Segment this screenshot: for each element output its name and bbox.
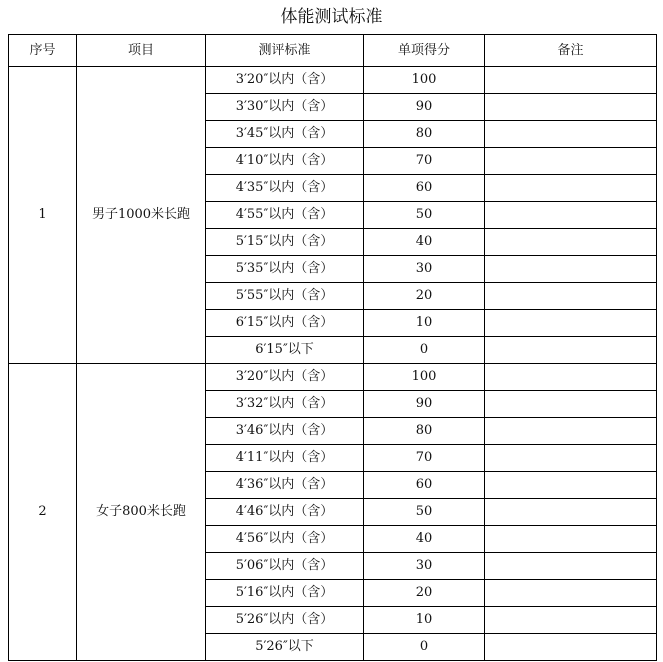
note-cell xyxy=(485,472,657,499)
standard-cell: 3′30″以内（含） xyxy=(206,94,364,121)
group-index-cell: 2 xyxy=(9,364,77,661)
standard-cell: 3′20″以内（含） xyxy=(206,364,364,391)
group-index-cell: 1 xyxy=(9,67,77,364)
note-cell xyxy=(485,283,657,310)
score-cell: 100 xyxy=(364,67,485,94)
score-cell: 10 xyxy=(364,310,485,337)
note-cell xyxy=(485,526,657,553)
note-cell xyxy=(485,391,657,418)
header-score: 单项得分 xyxy=(364,35,485,67)
score-cell: 90 xyxy=(364,94,485,121)
note-cell xyxy=(485,607,657,634)
standard-cell: 3′46″以内（含） xyxy=(206,418,364,445)
score-cell: 0 xyxy=(364,337,485,364)
standard-cell: 5′06″以内（含） xyxy=(206,553,364,580)
note-cell xyxy=(485,580,657,607)
header-note: 备注 xyxy=(485,35,657,67)
standard-cell: 5′15″以内（含） xyxy=(206,229,364,256)
standard-cell: 5′35″以内（含） xyxy=(206,256,364,283)
score-cell: 70 xyxy=(364,148,485,175)
note-cell xyxy=(485,418,657,445)
note-cell xyxy=(485,364,657,391)
score-cell: 60 xyxy=(364,175,485,202)
note-cell xyxy=(485,445,657,472)
score-cell: 50 xyxy=(364,499,485,526)
note-cell xyxy=(485,256,657,283)
score-cell: 40 xyxy=(364,229,485,256)
score-cell: 90 xyxy=(364,391,485,418)
standard-cell: 4′46″以内（含） xyxy=(206,499,364,526)
score-cell: 0 xyxy=(364,634,485,661)
header-index: 序号 xyxy=(9,35,77,67)
standard-cell: 6′15″以下 xyxy=(206,337,364,364)
standard-cell: 4′36″以内（含） xyxy=(206,472,364,499)
table-row xyxy=(9,364,657,391)
note-cell xyxy=(485,553,657,580)
score-cell: 80 xyxy=(364,418,485,445)
score-cell: 100 xyxy=(364,364,485,391)
score-cell: 50 xyxy=(364,202,485,229)
standard-cell: 4′10″以内（含） xyxy=(206,148,364,175)
note-cell xyxy=(485,229,657,256)
header-standard: 测评标准 xyxy=(206,35,364,67)
standard-cell: 6′15″以内（含） xyxy=(206,310,364,337)
standard-cell: 4′35″以内（含） xyxy=(206,175,364,202)
score-cell: 30 xyxy=(364,256,485,283)
standard-cell: 4′56″以内（含） xyxy=(206,526,364,553)
score-cell: 20 xyxy=(364,580,485,607)
note-cell xyxy=(485,67,657,94)
score-cell: 80 xyxy=(364,121,485,148)
score-cell: 30 xyxy=(364,553,485,580)
standard-cell: 4′55″以内（含） xyxy=(206,202,364,229)
note-cell xyxy=(485,148,657,175)
score-cell: 40 xyxy=(364,526,485,553)
note-cell xyxy=(485,499,657,526)
note-cell xyxy=(485,202,657,229)
group-item-cell: 女子800米长跑 xyxy=(77,364,206,661)
note-cell xyxy=(485,121,657,148)
score-cell: 10 xyxy=(364,607,485,634)
score-cell: 60 xyxy=(364,472,485,499)
standard-cell: 3′20″以内（含） xyxy=(206,67,364,94)
standard-cell: 3′32″以内（含） xyxy=(206,391,364,418)
note-cell xyxy=(485,337,657,364)
table-header-row xyxy=(9,35,657,67)
header-item: 项目 xyxy=(77,35,206,67)
group-item-cell: 男子1000米长跑 xyxy=(77,67,206,364)
note-cell xyxy=(485,634,657,661)
standard-cell: 5′26″以内（含） xyxy=(206,607,364,634)
table-body xyxy=(9,67,657,661)
standard-cell: 5′55″以内（含） xyxy=(206,283,364,310)
table-row xyxy=(9,67,657,94)
standard-cell: 4′11″以内（含） xyxy=(206,445,364,472)
fitness-standard-table xyxy=(8,34,657,661)
standard-cell: 5′16″以内（含） xyxy=(206,580,364,607)
standard-cell: 3′45″以内（含） xyxy=(206,121,364,148)
score-cell: 70 xyxy=(364,445,485,472)
note-cell xyxy=(485,94,657,121)
score-cell: 20 xyxy=(364,283,485,310)
page-title: 体能测试标准 xyxy=(280,7,383,27)
standard-cell: 5′26″以下 xyxy=(206,634,364,661)
note-cell xyxy=(485,310,657,337)
note-cell xyxy=(485,175,657,202)
